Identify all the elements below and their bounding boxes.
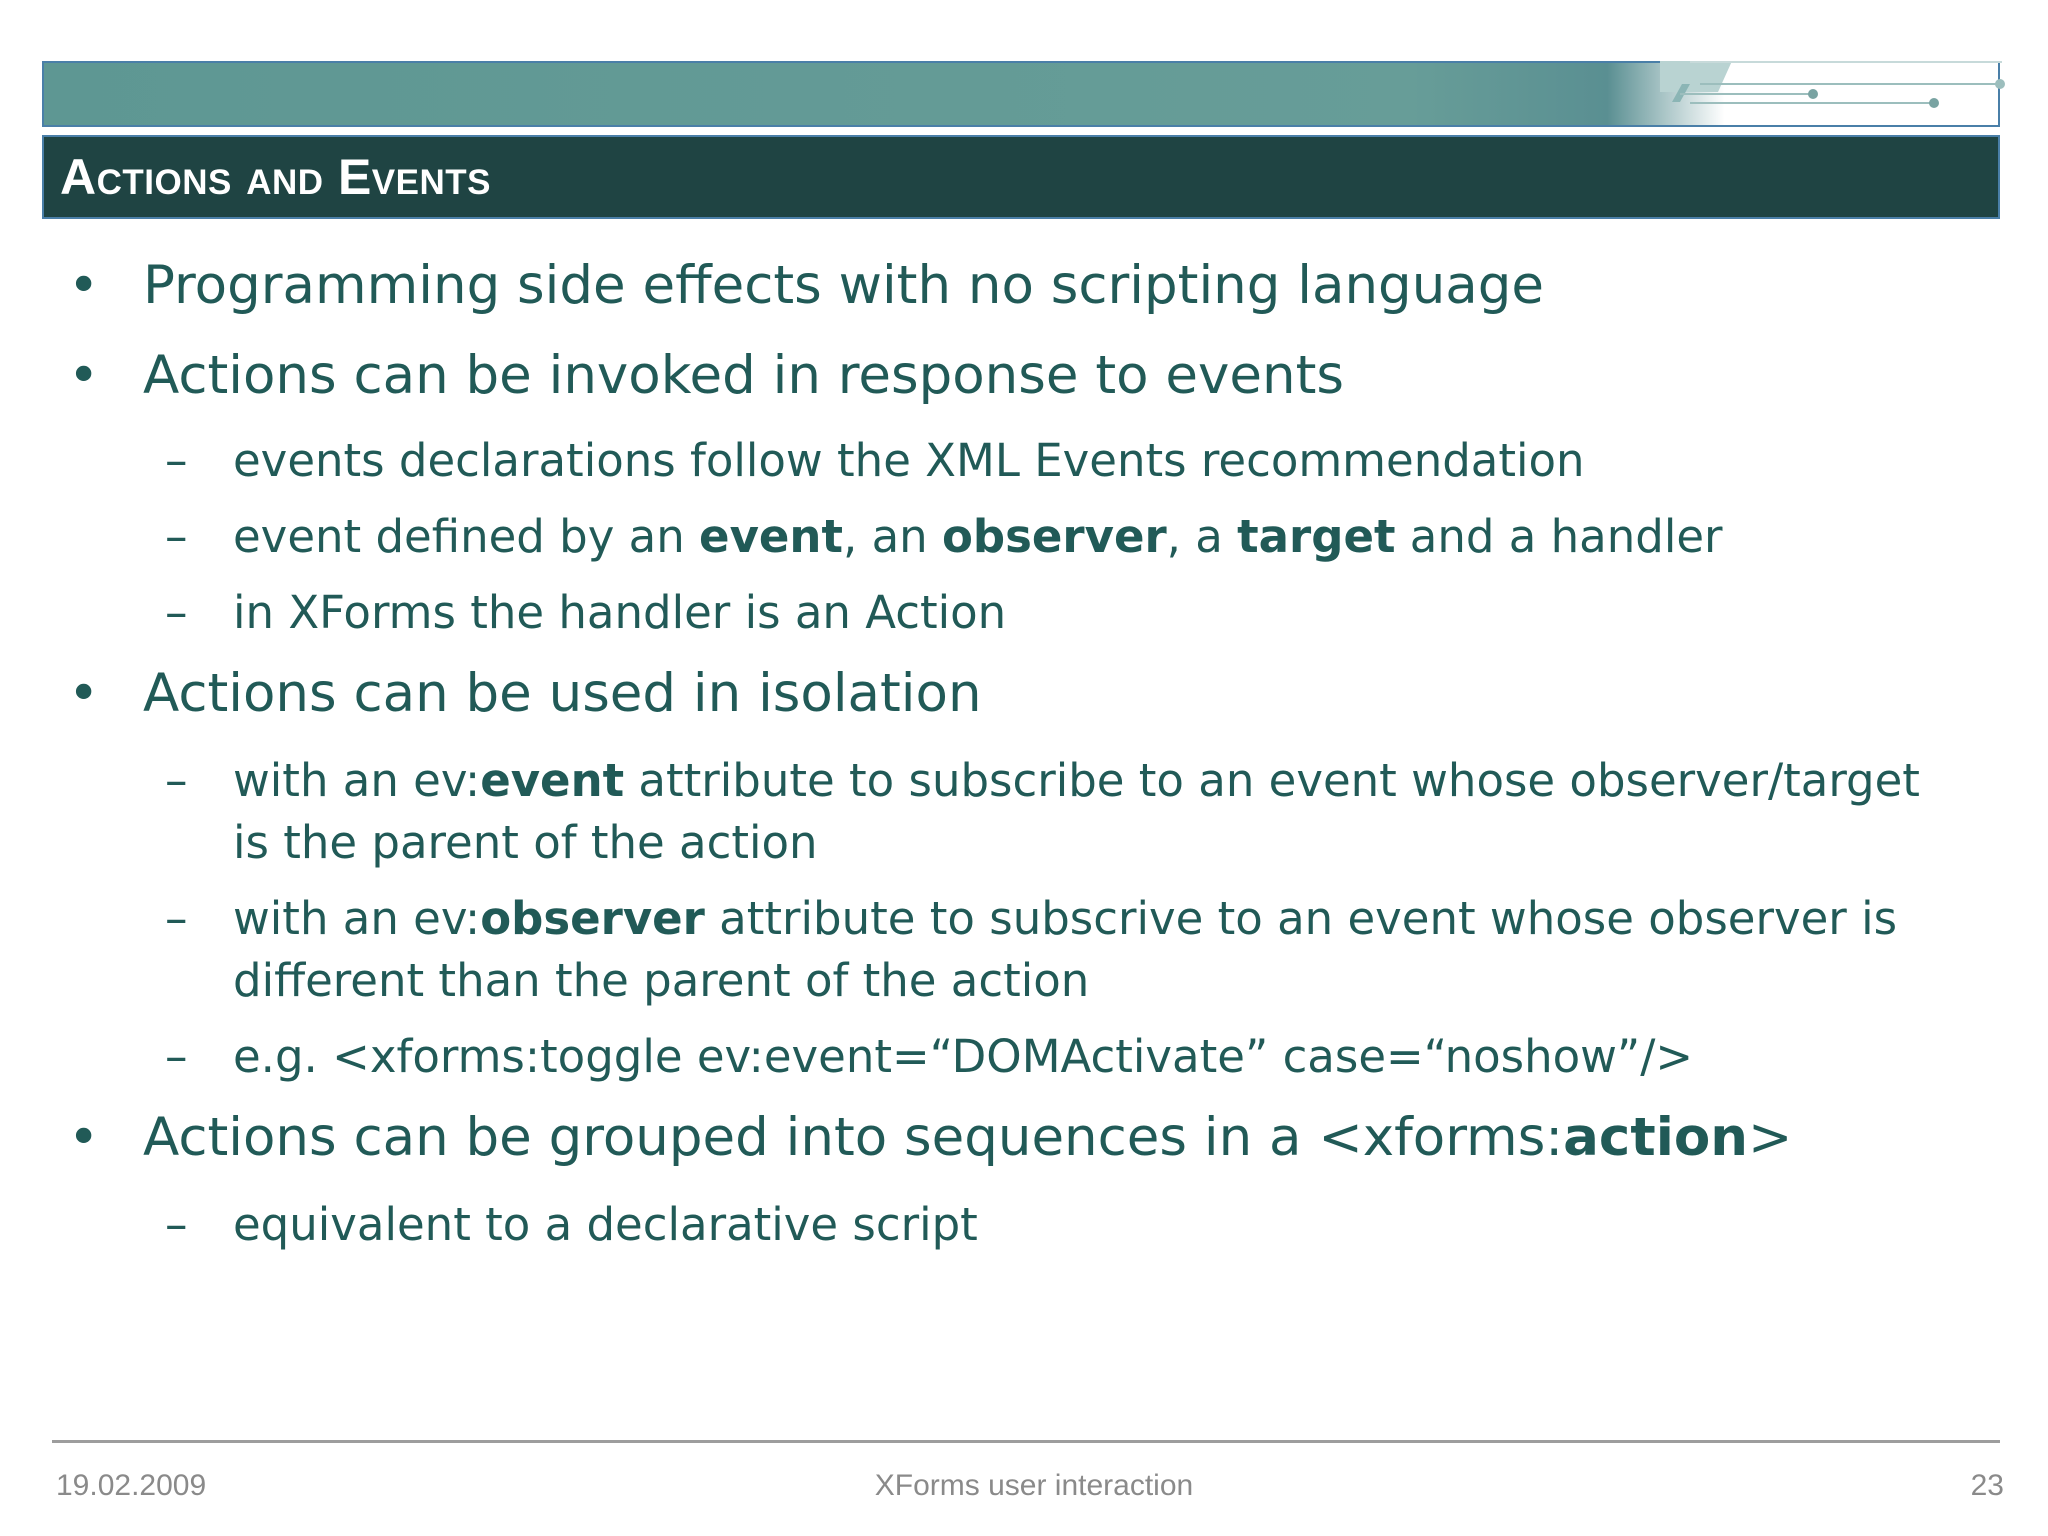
- dash-marker: –: [165, 754, 188, 807]
- bullet-marker: •: [68, 1107, 100, 1168]
- dash-marker: –: [165, 892, 188, 945]
- sub-bullet-continuation: [233, 950, 1089, 1012]
- dash-marker: –: [165, 1030, 188, 1083]
- sub-bullet-continuation: [233, 812, 818, 874]
- text-segment: event defined by an: [233, 510, 700, 563]
- text-segment: Actions can be grouped into sequences in a <xforms:: [143, 1107, 1564, 1168]
- text-segment: attribute to subscrive to an event whose observer is: [704, 892, 1898, 945]
- text-segment: >: [1748, 1107, 1793, 1168]
- bullet-item: [68, 344, 1344, 408]
- bold-term: action: [1563, 1107, 1748, 1168]
- footer-date: 19.02.2009: [56, 1469, 207, 1502]
- sub-bullet-item: [165, 888, 1898, 950]
- sub-bullet-item: [165, 582, 1007, 644]
- footer-title: XForms user interaction: [874, 1469, 1194, 1502]
- footer-divider: [52, 1440, 2000, 1443]
- bold-term: event: [480, 754, 625, 807]
- bullet-marker: •: [68, 345, 100, 406]
- bullet-marker: •: [68, 255, 100, 316]
- bold-term: target: [1237, 510, 1396, 563]
- bullet-marker: •: [68, 663, 100, 724]
- item-text: events declarations follow the XML Events recommendation: [233, 434, 1585, 487]
- slide-title: Actions and Events: [60, 149, 491, 205]
- bold-term: observer: [941, 510, 1167, 563]
- bullet-item: [68, 662, 982, 726]
- item-text: Actions can be invoked in response to events: [143, 345, 1344, 406]
- bullet-item: [68, 1106, 1793, 1170]
- sub-bullet-item: [165, 1026, 1694, 1088]
- page-number: 23: [1970, 1469, 2004, 1502]
- dash-marker: –: [165, 434, 188, 487]
- item-text: is the parent of the action: [233, 816, 818, 869]
- text-segment: with an ev:: [233, 892, 481, 945]
- text-segment: and a handler: [1395, 510, 1723, 563]
- sub-bullet-item: [165, 750, 1920, 812]
- sub-bullet-item: [165, 430, 1585, 492]
- item-text: equivalent to a declarative script: [233, 1198, 978, 1251]
- text-segment: , a: [1166, 510, 1238, 563]
- bullet-item: [68, 254, 1545, 318]
- bold-term: observer: [480, 892, 705, 945]
- sub-bullet-item: [165, 506, 1723, 568]
- dash-marker: –: [165, 586, 188, 639]
- item-text: Actions can be used in isolation: [143, 663, 982, 724]
- item-text: in XForms the handler is an Action: [233, 586, 1007, 639]
- item-text: e.g. <xforms:toggle ev:event=“DOMActivate” case=“noshow”/>: [233, 1030, 1694, 1083]
- text-segment: with an ev:: [233, 754, 481, 807]
- item-text: different than the parent of the action: [233, 954, 1090, 1007]
- dash-marker: –: [165, 510, 188, 563]
- text-segment: , an: [842, 510, 942, 563]
- bold-term: event: [699, 510, 843, 563]
- dash-marker: –: [165, 1198, 188, 1251]
- text-segment: attribute to subscribe to an event whose observer/target: [624, 754, 1920, 807]
- item-text: Programming side effects with no scripting language: [143, 255, 1545, 316]
- sub-bullet-item: [165, 1194, 978, 1256]
